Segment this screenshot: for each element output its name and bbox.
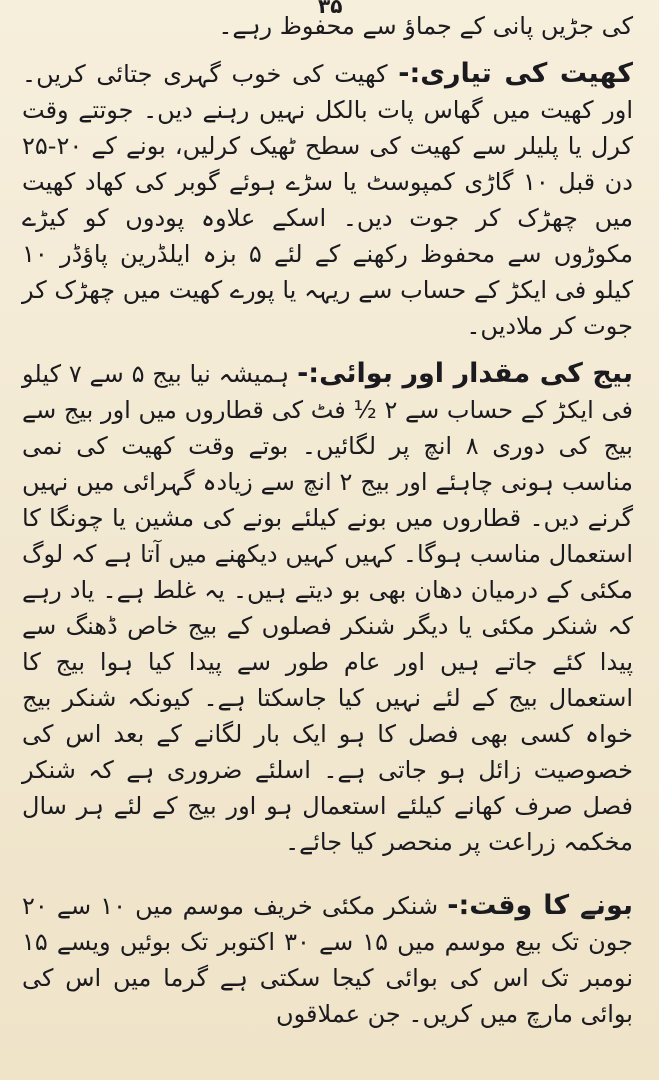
paragraph-field-preparation-text: کھیت کی خوب گہری جتائی کریں۔ اور کھیت میں گھاس پات بالکل نہیں رہنے دیں۔ جوتتے وقت کرل یا پلیلر سے کھیت کی سطح ٹھیک کرلیں، بونے کے ۲۰-۲۵ دن قبل ۱۰ گاڑی کمپوسٹ یا سڑے ہوئے گوبر کی کھاد کھیت میں چھڑک کر جوت دیں۔ اسکے علاوہ پودوں کو کیڑے مکوڑوں سے محفوظ رکھنے کے لئے ۵ بزہ ایلڈرین پاؤڈر ۱۰ کیلو فی ایکڑ کے حساب سے ریہہ یا پورے کھیت میں چھڑک کر جوت کر ملادیں۔ [22,60,633,340]
paragraph-sowing-time [22,888,633,1032]
paragraph-seed-quantity [22,356,633,860]
paragraph-sowing-time-text: شنکر مکئی خریف موسم میں ۱۰ سے ۲۰ جون تک بیع موسم میں ۱۵ سے ۳۰ اکتوبر تک بوئیں ویسے ۱۵ نومبر تک اس کی بوائی کیجا سکتی ہے گرما میں اس کی بوائی مارچ میں کریں۔ جن عملاقوں [22,892,633,1028]
heading-field-preparation: کھیت کی تیاری:- [398,58,633,89]
paragraph-intro-text: کی جڑیں پانی کے جماؤ سے محفوظ رہے۔ [218,12,633,40]
paragraph-field-preparation [22,56,633,344]
page-number: ۳۵ [318,0,343,18]
heading-sowing-time: بونے کا وقت:- [447,890,634,921]
heading-seed-quantity: بیج کی مقدار اور بوائی:- [297,358,633,389]
paragraph-seed-quantity-text: ہمیشہ نیا بیج ۵ سے ۷ کیلو فی ایکڑ کے حساب سے ۲ ½ فٹ کی قطاروں میں اور بیج سے بیج کی دوری ۸ انچ پر لگائیں۔ بوتے وقت کھیت کی نمی مناسب ہونی چاہئے اور بیج ۲ انچ سے زیادہ گہرائی میں نہیں گرنے دیں۔ قطاروں میں بونے کیلئے بونے کی مشین یا چونگا کا استعمال مناسب ہوگا۔ کہیں کہیں دیکھنے میں آتا ہے کہ لوگ مکئی کے درمیان دھان بھی بو دیتے ہیں۔ یہ غلط ہے۔ یاد رہے کہ شنکر مکئی یا دیگر شنکر فصلوں کے بیج خاص ڈھنگ سے پیدا کئے جاتے ہیں اور عام طور سے پیدا کیا ہوا بیج کا استعمال بیج کے لئے نہیں کیا جاسکتا ہے۔ کیونکہ شنکر بیج خواہ کسی بھی فصل کا ہو ایک بار لگانے کے بعد اس کی خصوصیت زائل ہو جاتی ہے۔ اسلئے ضروری ہے کہ شنکر فصل صرف کھانے کیلئے استعمال ہو اور بیج کے لئے ہر سال مخکمہ زراعت پر منحصر کیا جائے۔ [22,360,633,856]
page-text [22,0,633,1032]
